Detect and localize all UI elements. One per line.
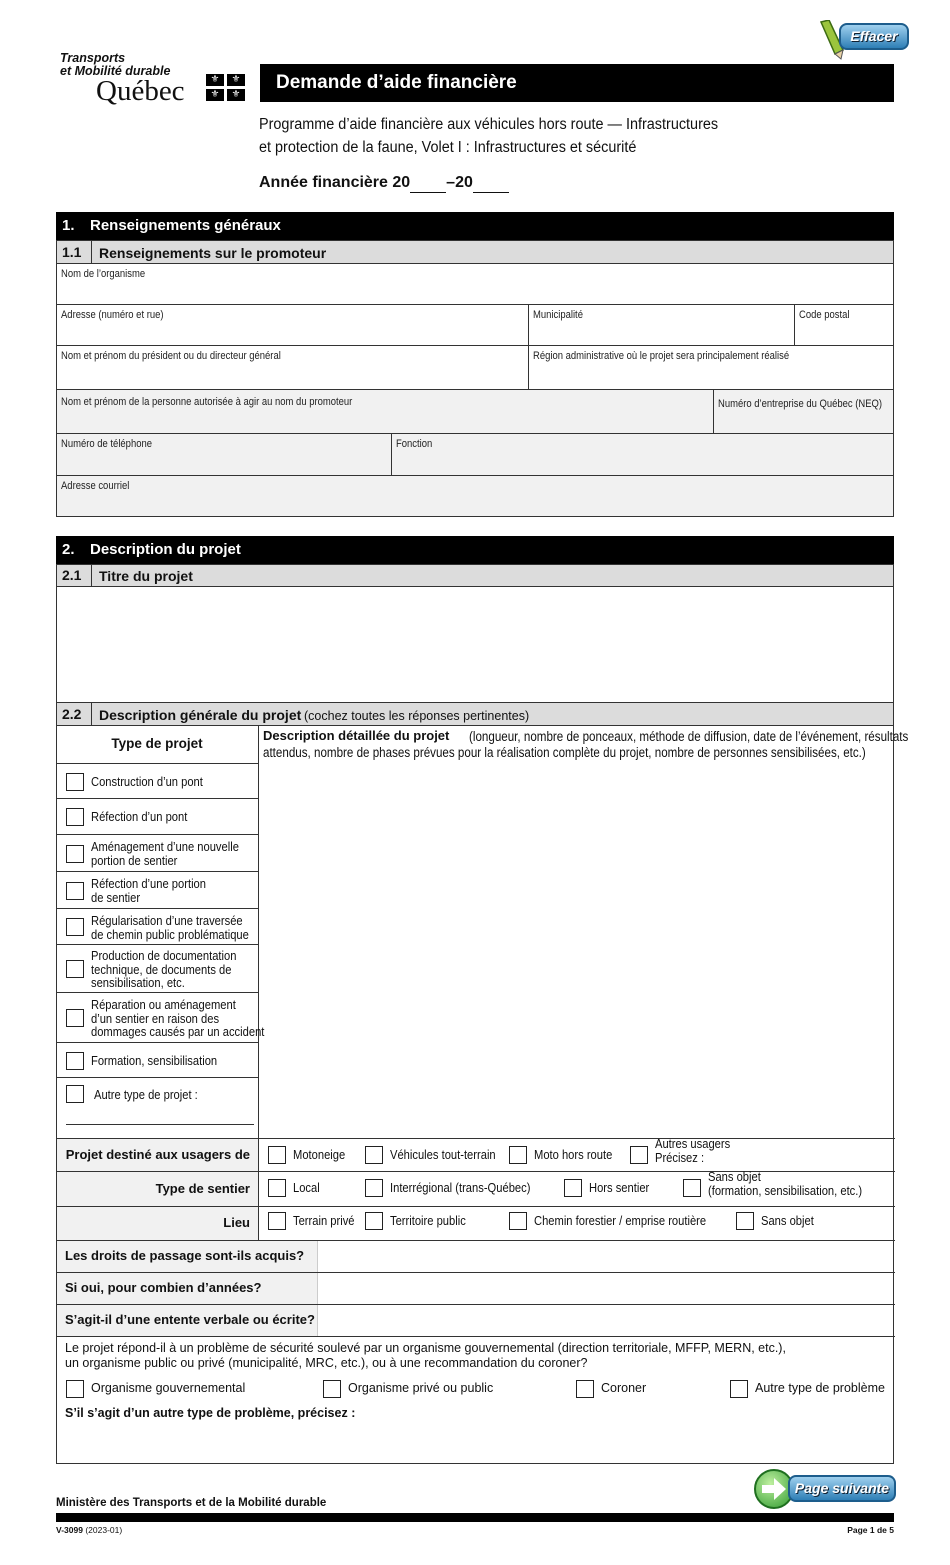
project-type-row [57,835,259,872]
page-suivante-label: Page suivante [788,1475,896,1502]
detailed-description-note2: attendus, nombre de phases prévues pour la réalisation complète du projet, nombre de personnes sensibilisées, etc.) [263,745,866,760]
security-option-label: Autre type de problème [755,1381,885,1395]
effacer-label: Effacer [839,23,909,50]
sans-objet-sentier-checkbox[interactable] [683,1179,701,1197]
footer-bar [56,1513,894,1522]
autres-usagers-label: Précisez : [655,1149,705,1165]
project-type-label: sensibilisation, etc. [91,975,185,990]
security-option-label: Organisme privé ou public [348,1381,494,1395]
project-type-checkbox[interactable] [66,918,84,936]
address-field[interactable] [56,304,529,346]
security-option-label: Organisme gouvernemental [91,1381,246,1395]
project-type-row [57,909,259,945]
org-name-label: Nom de l’organisme [61,268,146,280]
project-type-header: Type de projet [56,725,258,764]
effacer-button[interactable] [815,18,911,62]
project-type-checkbox[interactable] [66,1009,84,1027]
section2-1-header [56,564,894,587]
users-label: Projet destiné aux usagers de [65,1147,250,1162]
q1-label: Les droits de passage sont-ils acquis? [65,1248,305,1263]
other-problem-label: S’il s’agit d’un autre type de problème, précisez : [65,1406,356,1420]
postal-code-label: Code postal [799,309,850,321]
project-type-label: de sentier [91,889,141,905]
phone-field[interactable] [56,433,392,476]
place-label: Lieu [223,1215,250,1230]
terrain-prive-checkbox[interactable] [268,1212,286,1230]
email-label: Adresse courriel [61,480,130,492]
email-field[interactable] [56,475,894,517]
region-label: Région administrative où le projet sera principalement réalisé [533,350,790,362]
section1-1-number: 1.1 [62,244,82,260]
function-label: Fonction [396,438,433,450]
president-field[interactable] [56,345,529,390]
section1-number: 1. [62,217,75,234]
project-type-label: technique, de documents de [91,961,232,977]
authorized-person-field[interactable] [56,389,714,434]
section2-2-title: Description générale du projet [99,707,302,723]
president-label: Nom et prénom du président ou du directeur général [61,350,281,362]
q3-label: S’agit-il d’une entente verbale ou écrite? [65,1312,315,1327]
fiscal-year-prefix: Année financière 20 [259,174,411,191]
project-type-checkbox[interactable] [66,960,84,978]
fiscal-year-end-input[interactable] [473,175,509,193]
section2-2-header [56,702,894,726]
form-code [56,1525,122,1535]
form-title-bar [260,64,894,102]
autres-usagers-checkbox[interactable] [630,1146,648,1164]
section2-header [56,536,894,564]
page-suivante-button[interactable] [754,1468,898,1510]
project-type-label: Réfection d’un pont [91,809,188,824]
chemin-forestier-checkbox[interactable] [509,1212,527,1230]
territoire-public-label: Territoire public [390,1213,466,1228]
page-number: Page 1 de 5 [847,1525,894,1535]
section2-2-number: 2.2 [62,706,82,722]
project-type-label: portion de sentier [91,852,178,868]
sans-objet-lieu-checkbox[interactable] [736,1212,754,1230]
security-line2: un organisme public ou privé (municipalité, MRC, etc.), ou à une recommandation du coroner? [65,1356,588,1370]
address-label: Adresse (numéro et rue) [61,309,164,321]
other-problem-input[interactable] [60,1424,890,1460]
project-type-label: dommages causés par un accident [91,1024,265,1039]
q1-answer-input[interactable] [319,1241,893,1272]
security-option-checkbox[interactable] [730,1380,748,1398]
vtt-checkbox[interactable] [365,1146,383,1164]
chemin-forestier-label: Chemin forestier / emprise routière [534,1213,707,1228]
project-type-label: Régularisation d’une traversée [91,913,243,928]
project-type-checkbox[interactable] [66,1052,84,1070]
vtt-label: Véhicules tout-terrain [390,1147,496,1162]
project-type-checkbox[interactable] [66,882,84,900]
neq-field[interactable] [713,389,894,434]
project-type-row [57,872,259,909]
project-type-label: Réparation ou aménagement [91,997,236,1012]
section1-1-header [56,240,894,264]
detailed-description-note1: (longueur, nombre de ponceaux, méthode de diffusion, date de l’événement, résultats [469,729,909,744]
fiscal-year [259,173,509,193]
detailed-description-field[interactable] [259,725,909,1138]
security-option-checkbox[interactable] [323,1380,341,1398]
project-type-row [57,1043,259,1078]
project-type-label: Formation, sensibilisation [91,1053,218,1068]
ministry-name: Ministère des Transports et de la Mobilité durable [56,1497,327,1509]
project-type-label: Production de documentation [91,948,237,963]
hors-sentier-label: Hors sentier [589,1180,650,1195]
project-type-label: Aménagement d’une nouvelle [91,839,239,854]
project-type-row [57,993,265,1043]
neq-label: Numéro d’entreprise du Québec (NEQ) [718,398,883,410]
terrain-prive-label: Terrain privé [293,1213,355,1228]
interregional-checkbox[interactable] [365,1179,383,1197]
logo-line3: Québec [96,75,185,107]
detailed-description-title: Description détaillée du projet [263,728,450,743]
authorized-person-label: Nom et prénom de la personne autorisée à agir au nom du promoteur [61,396,353,408]
region-field[interactable] [528,345,894,390]
project-title-field[interactable] [56,586,894,703]
section1-title: Renseignements généraux [90,217,281,234]
section1-1-title: Renseignements sur le promoteur [99,245,327,261]
interregional-label: Interrégional (trans-Québec) [390,1180,531,1195]
logo-line2: et Mobilité durable [60,64,171,78]
section2-title: Description du projet [90,541,241,558]
project-type-row [57,1078,259,1138]
postal-code-field[interactable] [794,304,894,346]
logo [60,52,260,112]
municipality-field[interactable] [528,304,795,346]
municipality-label: Municipalité [533,309,583,321]
security-question [65,1341,786,1371]
hors-sentier-checkbox[interactable] [564,1179,582,1197]
territoire-public-checkbox[interactable] [365,1212,383,1230]
program-line1: Programme d’aide financière aux véhicules hors route — Infrastructures [259,116,719,133]
project-type-checkbox[interactable] [66,845,84,863]
moto-hors-route-label: Moto hors route [534,1147,613,1162]
project-type-row [57,945,259,993]
motoneige-checkbox[interactable] [268,1146,286,1164]
section2-2-note: (cochez toutes les réponses pertinentes) [304,709,530,723]
program-description [259,113,718,159]
phone-label: Numéro de téléphone [61,438,152,450]
q3-answer-input[interactable] [319,1305,893,1336]
motoneige-label: Motoneige [293,1147,346,1162]
security-option-label: Coroner [601,1381,647,1395]
project-type-label: de chemin public problématique [91,926,249,942]
project-type-label: Autre type de projet : [94,1087,198,1102]
sans-objet-sentier-label: Sans objet [708,1169,761,1184]
fiscal-year-start-input[interactable] [410,175,446,193]
form-edition: (2023-01) [85,1525,123,1535]
sans-objet-lieu-label: Sans objet [761,1213,814,1228]
other-project-type-input[interactable] [66,1124,254,1125]
local-checkbox[interactable] [268,1179,286,1197]
project-type-label: Réfection d’une portion [91,876,206,891]
security-option-checkbox[interactable] [66,1380,84,1398]
moto-hors-route-checkbox[interactable] [509,1146,527,1164]
function-field[interactable] [391,433,894,476]
section2-1-title: Titre du projet [99,568,193,584]
security-option-checkbox[interactable] [576,1380,594,1398]
project-type-label: d’un sentier en raison des [91,1010,220,1026]
form-code-number: V-3099 [56,1525,83,1535]
section1-header [56,212,894,240]
project-type-checkbox[interactable] [66,773,84,791]
local-label: Local [293,1180,320,1195]
project-type-checkbox[interactable] [66,1085,84,1103]
logo-line1: Transports [60,51,126,65]
fleur-de-lis-flag-icon: ⚜ ⚜ ⚜ ⚜ [206,74,247,102]
q2-answer-input[interactable] [319,1273,893,1304]
project-type-row [57,799,259,835]
project-type-checkbox[interactable] [66,808,84,826]
fiscal-year-mid: –20 [446,174,473,191]
program-line2: et protection de la faune, Volet I : Infrastructures et sécurité [259,139,637,156]
project-type-row [57,764,259,799]
trail-type-label: Type de sentier [155,1181,250,1196]
form-title: Demande d’aide financière [276,72,517,93]
q2-label: Si oui, pour combien d’années? [65,1280,262,1295]
section2-number: 2. [62,541,75,558]
security-line1: Le projet répond-il à un problème de sécurité soulevé par un organisme gouvernemental (direction territoriale, MFFP, MERN, etc.), [65,1341,786,1355]
sans-objet-sentier-label: (formation, sensibilisation, etc.) [708,1182,863,1198]
autres-usagers-label: Autres usagers [655,1136,731,1151]
org-name-field[interactable] [56,263,894,305]
project-type-label: Construction d’un pont [91,774,203,789]
section2-1-number: 2.1 [62,567,82,583]
